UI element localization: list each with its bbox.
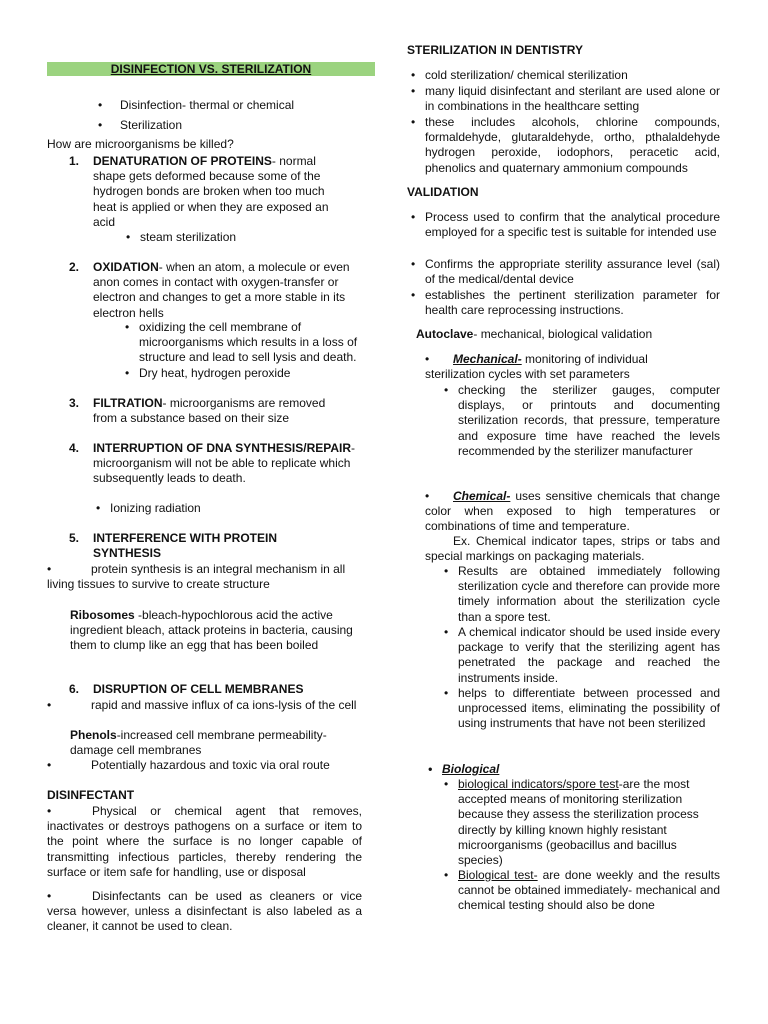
ster-item: • many liquid disinfectant and sterilant are used alone or in combinations in the healthcare setting	[425, 84, 720, 114]
phenols-head: Phenols	[70, 728, 117, 742]
disinfectant-heading: DISINFECTANT	[47, 788, 135, 802]
question-text: How are microorganisms be killed?	[47, 137, 234, 151]
sub-bullet: • Ionizing radiation	[110, 501, 350, 516]
hazard-bullet-text: Potentially hazardous and toxic via oral route	[91, 758, 330, 772]
disinfectant-para-1-text: Physical or chemical agent that removes, inactivates or destroys pathogens on a surface or item to the point where the surface is no longer capable of transmitting infectious particles, thereby rendering the surface or item safe for handling, use or disposal	[47, 804, 362, 879]
item-filtration	[93, 396, 351, 426]
item-oxidation	[93, 260, 361, 321]
autoclave-head: Autoclave	[416, 327, 474, 341]
disinfectant-para-1	[47, 804, 362, 880]
disinfectant-para-2-text: Disinfectants can be used as cleaners or vice versa however, unless a disinfectant is also labeled as a cleaner, it cannot be used to clean.	[47, 889, 362, 934]
item-text: - normal shape gets deformed because some of the hydrogen bonds are broken when too much heat is applied or when they are exposed an acid	[93, 154, 329, 229]
chemical-sub: • helps to differentiate between processed and unprocessed items, eliminating the possibility of using instruments that have not been sterilized	[458, 686, 720, 732]
phenols-text	[70, 728, 362, 758]
bullet-glyph: •	[47, 562, 52, 576]
bio-sub2-head: Biological test-	[458, 868, 538, 882]
item-number: 2.	[69, 260, 80, 274]
page-title: DISINFECTION VS. STERILIZATION	[110, 62, 312, 76]
mechanical-block	[425, 352, 705, 382]
bullet-glyph: •	[47, 698, 52, 712]
bullet-glyph: •	[47, 758, 52, 772]
item-head: OXIDATION	[93, 260, 159, 274]
val-item: • Confirms the appropriate sterility assurance level (sal) of the medical/dental device	[425, 257, 720, 287]
ribosomes-head: Ribosomes	[70, 608, 135, 622]
mechanical-head: Mechanical-	[453, 352, 522, 366]
bio-sub2-text: are done weekly and the results cannot be obtained immediately- mechanical and chemical testing should also be done	[458, 868, 720, 913]
bullet-glyph: •	[425, 352, 430, 366]
protein-bullet-text: protein synthesis is an integral mechanism in all living tissues to survive to create structure	[47, 562, 346, 592]
chemical-sub: • Results are obtained immediately following sterilization cycle and therefore can provide more timely information about the sterilization cycle than a spore test.	[458, 564, 720, 625]
item-protein-synthesis: INTERFERENCE WITH PROTEIN SYNTHESIS	[93, 531, 278, 561]
biological-sub-1	[458, 777, 720, 868]
autoclave-text: - mechanical, biological validation	[473, 327, 653, 341]
protein-bullet	[47, 562, 362, 592]
ster-item: • these includes alcohols, chlorine compounds, formaldehyde, glutaraldehyde, ortho, pthalaldehyde hydrogen peroxide, iodophors, peracetic acid, phenolics and quaternary ammonium compounds	[425, 115, 720, 176]
item-head: FILTRATION	[93, 396, 163, 410]
sub-bullet: • steam sterilization	[140, 230, 360, 245]
sub-bullet: • oxidizing the cell membrane of microorganisms which results in a loss of structure and lead to sell lysis and death.	[139, 320, 363, 366]
sterilization-heading: STERILIZATION IN DENTISTRY	[407, 43, 583, 57]
biological-block	[442, 762, 499, 777]
item-denaturation	[93, 154, 343, 230]
bullet-sterilization: • Sterilization	[120, 118, 360, 133]
item-text: - microorganisms are removed from a substance based on their size	[93, 396, 326, 426]
chemical-sub: • A chemical indicator should be used inside every package to verify that the sterilizing agent has penetrated the package and reached the instruments inside.	[458, 625, 720, 686]
bullet-glyph: •	[47, 889, 52, 903]
item-number: 4.	[69, 441, 80, 455]
item-head: INTERRUPTION OF DNA SYNTHESIS/REPAIR	[93, 441, 352, 455]
val-item: • establishes the pertinent sterilization parameter for health care reprocessing instructions.	[425, 288, 720, 318]
item-text: - when an atom, a molecule or even anon comes in contact with oxygen-transfer or electron and changes to get a more stable in its electron hells	[93, 260, 350, 320]
autoclave-line	[416, 327, 716, 342]
item-number: 5.	[69, 531, 80, 545]
chemical-block	[425, 489, 720, 535]
ribosomes-body: -bleach-hypochlorous acid the active ingredient bleach, attack proteins in bacteria, causing them to clump like an egg that has been boiled	[70, 608, 353, 653]
val-item: • Process used to confirm that the analytical procedure employed for a specific test is suitable for intended use	[425, 210, 720, 240]
bio-sub1-head: biological indicators/spore test	[458, 777, 619, 791]
bullet-glyph: •	[47, 804, 52, 818]
chemical-example: Ex. Chemical indicator tapes, strips or tabs and special markings on packaging materials.	[425, 534, 720, 564]
chemical-text: uses sensitive chemicals that change color when exposed to high temperatures or combinations of time and temperature.	[425, 489, 720, 534]
item-number: 3.	[69, 396, 80, 410]
validation-heading: VALIDATION	[407, 185, 479, 199]
biological-sub-2	[458, 868, 720, 914]
ribosomes-text	[70, 608, 362, 654]
chemical-head: Chemical-	[453, 489, 511, 503]
mechanical-text: monitoring of individual sterilization cycles with set parameters	[425, 352, 648, 382]
item-text: - microorganism will not be able to replicate which subsequently leads to death.	[93, 441, 356, 486]
item-dna	[93, 441, 359, 487]
sub-bullet: • Dry heat, hydrogen peroxide	[139, 366, 363, 381]
item-number: 6.	[69, 682, 80, 696]
item-cell-membranes: DISRUPTION OF CELL MEMBRANES	[93, 682, 304, 696]
item-head: DENATURATION OF PROTEINS	[93, 154, 272, 168]
membrane-bullet-text: rapid and massive influx of ca ions-lysis of the cell	[91, 698, 357, 712]
bullet-glyph: •	[425, 489, 430, 503]
ster-item: • cold sterilization/ chemical sterilization	[425, 68, 720, 83]
membrane-bullet	[47, 698, 362, 713]
bullet-disinfection: • Disinfection- thermal or chemical	[120, 98, 360, 113]
mechanical-sub: • checking the sterilizer gauges, computer displays, or printouts and documenting sterilization records, that pressure, temperature and exposure time have reached the levels recommended by the sterilizer manufacturer	[458, 383, 720, 459]
phenols-body: -increased cell membrane permeability-damage cell membranes	[70, 728, 327, 758]
hazard-bullet	[47, 758, 362, 773]
biological-head: • Biological	[442, 762, 499, 776]
disinfectant-para-2	[47, 889, 362, 935]
item-number: 1.	[69, 154, 80, 168]
bio-sub1-text: -are the most accepted means of monitoring sterilization because they assess the sterilization process directly by killing known highly resistant microorganisms (geobacillus and bacillus species)	[458, 777, 699, 868]
